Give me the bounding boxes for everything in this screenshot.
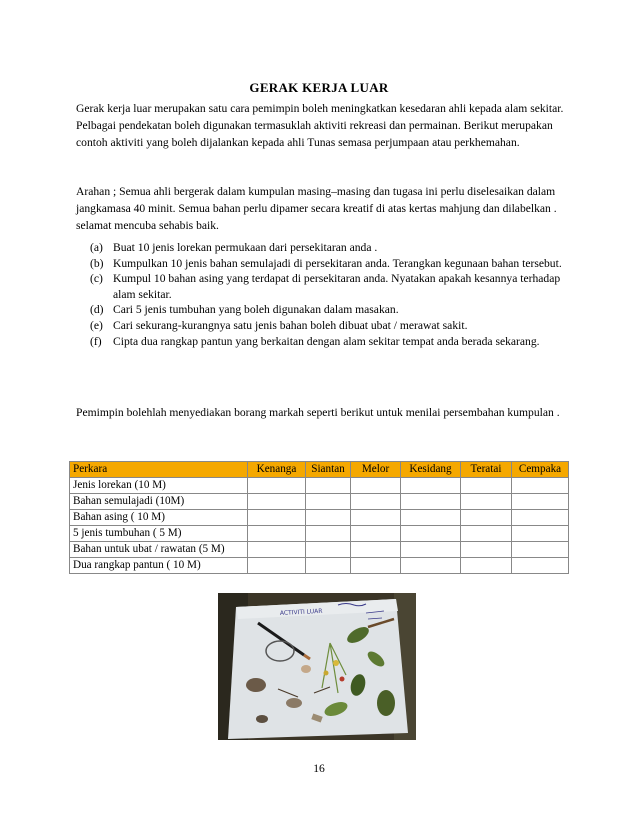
- table-row: [70, 494, 569, 510]
- table-row-label: 5 jenis tumbuhan ( 5 M): [70, 526, 248, 542]
- closing-paragraph: Pemimpin bolehlah menyediakan borang markah seperti berikut untuk menilai persembahan kumpulan .: [76, 406, 560, 419]
- page-number: 16: [313, 762, 325, 775]
- score-cell: [401, 478, 461, 494]
- table-row-label: Bahan semulajadi (10M): [70, 494, 248, 510]
- score-table: [69, 461, 569, 574]
- list-item-text: Cari 5 jenis tumbuhan yang boleh digunakan dalam masakan.: [113, 303, 399, 317]
- table-header-cell: Perkara: [70, 462, 248, 478]
- list-item: [90, 302, 568, 318]
- photo-illustration: [218, 593, 416, 740]
- table-row: [70, 558, 569, 574]
- table-header-cell: Siantan: [306, 462, 351, 478]
- score-cell: [401, 558, 461, 574]
- score-cell: [512, 478, 569, 494]
- list-item: [90, 318, 568, 334]
- table-row: [70, 526, 569, 542]
- score-cell: [248, 526, 306, 542]
- score-cell: [306, 542, 351, 558]
- score-cell: [248, 542, 306, 558]
- score-cell: [351, 542, 401, 558]
- table-row: [70, 478, 569, 494]
- score-cell: [461, 542, 512, 558]
- list-item: [90, 240, 568, 256]
- table-row-label: Dua rangkap pantun ( 10 M): [70, 558, 248, 574]
- score-cell: [351, 526, 401, 542]
- activity-photo: [218, 593, 416, 740]
- poster-heading: ACTIVITI LUAR: [279, 607, 323, 617]
- score-cell: [461, 494, 512, 510]
- score-cell: [401, 510, 461, 526]
- score-cell: [351, 478, 401, 494]
- table-row-label: Bahan asing ( 10 M): [70, 510, 248, 526]
- list-item-text: Kumpul 10 bahan asing yang terdapat di persekitaran anda. Nyatakan apakah kesannya terhadap alam sekitar.: [113, 272, 561, 301]
- score-cell: [401, 526, 461, 542]
- score-cell: [512, 542, 569, 558]
- task-list: [90, 240, 568, 349]
- score-cell: [248, 510, 306, 526]
- score-cell: [306, 526, 351, 542]
- score-cell: [306, 510, 351, 526]
- score-cell: [461, 510, 512, 526]
- intro-paragraph: Gerak kerja luar merupakan satu cara pemimpin boleh meningkatkan kesedaran ahli kepada alam sekitar. Pelbagai pendekatan boleh digunakan termasuklah aktiviti rekreasi dan permainan. Berikut merupakan contoh aktiviti yang boleh dijalankan kepada ahli Tunas semasa perjumpaan atau perkhemahan.: [76, 102, 564, 149]
- table-row-label: Bahan untuk ubat / rawatan (5 M): [70, 542, 248, 558]
- list-item-label: (d): [90, 303, 104, 317]
- table-header-cell: Kenanga: [248, 462, 306, 478]
- score-cell: [248, 494, 306, 510]
- list-item-label: (e): [90, 318, 103, 332]
- table-row: [70, 510, 569, 526]
- score-cell: [461, 478, 512, 494]
- score-cell: [306, 478, 351, 494]
- table-row: [70, 542, 569, 558]
- score-cell: [248, 558, 306, 574]
- instruction-paragraph: Arahan ; Semua ahli bergerak dalam kumpulan masing–masing dan tugasa ini perlu diselesaikan dalam jangkamasa 40 minit. Semua bahan perlu dipamer secara kreatif di atas kertas mahjung dan dilabelkan . selamat mencuba sehabis baik.: [76, 185, 557, 232]
- score-cell: [512, 510, 569, 526]
- score-cell: [351, 494, 401, 510]
- score-cell: [351, 558, 401, 574]
- list-item-label: (c): [90, 272, 103, 286]
- list-item-text: Kumpulkan 10 jenis bahan semulajadi di persekitaran anda. Terangkan kegunaan bahan tersebut.: [113, 256, 562, 270]
- list-item-label: (f): [90, 334, 102, 348]
- table-row-label: Jenis lorekan (10 M): [70, 478, 248, 494]
- list-item-text: Cipta dua rangkap pantun yang berkaitan dengan alam sekitar tempat anda berada sekarang.: [113, 334, 540, 348]
- score-cell: [401, 542, 461, 558]
- table-header-cell: Melor: [351, 462, 401, 478]
- score-cell: [512, 494, 569, 510]
- score-cell: [512, 526, 569, 542]
- page-title: GERAK KERJA LUAR: [249, 80, 389, 95]
- score-cell: [461, 558, 512, 574]
- score-cell: [306, 558, 351, 574]
- score-cell: [512, 558, 569, 574]
- score-cell: [461, 526, 512, 542]
- list-item-text: Cari sekurang-kurangnya satu jenis bahan boleh dibuat ubat / merawat sakit.: [113, 318, 468, 332]
- list-item: [90, 334, 568, 350]
- table-header-cell: Cempaka: [512, 462, 569, 478]
- score-cell: [306, 494, 351, 510]
- score-cell: [248, 478, 306, 494]
- list-item-text: Buat 10 jenis lorekan permukaan dari persekitaran anda .: [113, 241, 378, 254]
- score-cell: [401, 494, 461, 510]
- table-header-row: [70, 462, 569, 478]
- list-item: [90, 256, 568, 272]
- list-item-label: (b): [90, 256, 104, 270]
- table-header-cell: Teratai: [461, 462, 512, 478]
- list-item-label: (a): [90, 241, 103, 254]
- score-cell: [351, 510, 401, 526]
- table-header-cell: Kesidang: [401, 462, 461, 478]
- list-item: [90, 271, 568, 302]
